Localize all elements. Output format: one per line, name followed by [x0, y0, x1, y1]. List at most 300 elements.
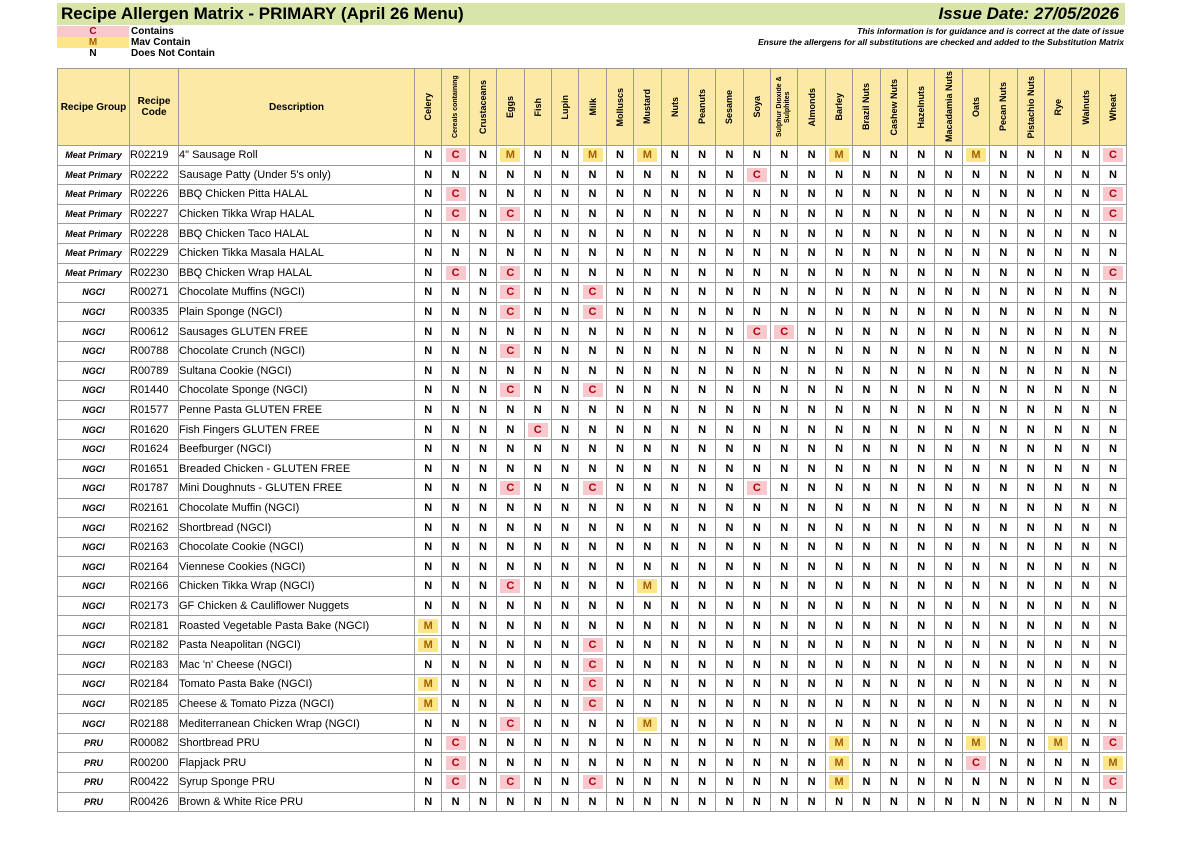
allergen-cell: N: [716, 753, 743, 773]
allergen-cell: N: [1017, 753, 1044, 773]
allergen-cell: N: [579, 439, 606, 459]
allergen-cell: N: [606, 792, 633, 812]
allergen-cell: N: [771, 518, 798, 538]
allergen-cell: N: [551, 439, 578, 459]
allergen-cell: N: [962, 224, 989, 244]
allergen-cell: N: [579, 518, 606, 538]
allergen-cell: N: [825, 655, 852, 675]
allergen-cell: N: [962, 420, 989, 440]
table-row: [58, 635, 1127, 655]
allergen-cell: N: [853, 773, 880, 793]
allergen-cell: N: [688, 146, 715, 166]
allergen-cell: N: [935, 635, 962, 655]
allergen-cell: N: [990, 341, 1017, 361]
allergen-cell: N: [1099, 341, 1126, 361]
allergen-cell: N: [579, 243, 606, 263]
allergen-cell: N: [743, 557, 770, 577]
allergen-cell: N: [880, 518, 907, 538]
allergen-cell: N: [1072, 283, 1099, 303]
recipe-group: PRU: [58, 792, 130, 812]
note-guidance: This information is for guidance and is correct at the date of issue: [857, 26, 1124, 36]
allergen-cell: N: [524, 733, 551, 753]
allergen-cell: N: [716, 459, 743, 479]
allergen-cell: N: [1017, 204, 1044, 224]
allergen-cell: N: [935, 537, 962, 557]
allergen-cell: C: [497, 204, 524, 224]
allergen-cell: N: [798, 439, 825, 459]
allergen-cell: N: [908, 655, 935, 675]
allergen-cell: N: [935, 146, 962, 166]
allergen-cell: N: [497, 753, 524, 773]
allergen-cell: N: [579, 224, 606, 244]
allergen-cell: N: [442, 537, 469, 557]
allergen-cell: N: [497, 165, 524, 185]
table-row: [58, 616, 1127, 636]
allergen-cell: N: [1099, 577, 1126, 597]
allergen-cell: N: [442, 322, 469, 342]
allergen-cell: N: [880, 400, 907, 420]
allergen-cell: N: [442, 616, 469, 636]
allergen-cell: N: [935, 557, 962, 577]
allergen-cell: N: [661, 165, 688, 185]
recipe-group: Meat Primary: [58, 185, 130, 205]
allergen-cell: N: [853, 322, 880, 342]
allergen-cell: N: [962, 361, 989, 381]
note-substitution: Ensure the allergens for all substitutions are checked and added to the Substitution Matrix: [757, 37, 1124, 47]
allergen-label: Peanuts: [697, 89, 708, 125]
allergen-cell: N: [853, 341, 880, 361]
allergen-cell: N: [497, 557, 524, 577]
allergen-cell: N: [442, 165, 469, 185]
allergen-cell: N: [524, 792, 551, 812]
recipe-code: R00612: [130, 322, 179, 342]
allergen-cell: N: [688, 439, 715, 459]
recipe-code: R01624: [130, 439, 179, 459]
allergen-cell: N: [880, 224, 907, 244]
allergen-cell: N: [1072, 733, 1099, 753]
allergen-cell: N: [469, 204, 496, 224]
allergen-cell: N: [634, 302, 661, 322]
recipe-description: Mediterranean Chicken Wrap (NGCI): [179, 714, 415, 734]
allergen-cell: N: [606, 537, 633, 557]
allergen-cell: N: [935, 224, 962, 244]
allergen-cell: N: [661, 400, 688, 420]
allergen-cell: N: [880, 596, 907, 616]
col-header-allergen: [1044, 69, 1071, 146]
allergen-cell: N: [551, 420, 578, 440]
allergen-cell: N: [798, 146, 825, 166]
allergen-cell: N: [1072, 185, 1099, 205]
allergen-cell: N: [497, 616, 524, 636]
allergen-cell: M: [634, 146, 661, 166]
recipe-group: NGCI: [58, 694, 130, 714]
allergen-cell: N: [716, 635, 743, 655]
allergen-cell: N: [1044, 655, 1071, 675]
allergen-cell: N: [415, 596, 442, 616]
allergen-cell: N: [1099, 361, 1126, 381]
allergen-cell: N: [1099, 283, 1126, 303]
allergen-cell: N: [716, 655, 743, 675]
allergen-cell: N: [688, 185, 715, 205]
allergen-cell: N: [716, 518, 743, 538]
allergen-cell: N: [908, 635, 935, 655]
allergen-cell: N: [908, 479, 935, 499]
allergen-cell: N: [1099, 792, 1126, 812]
col-header-allergen: [442, 69, 469, 146]
recipe-code: R02181: [130, 616, 179, 636]
allergen-label: Walnuts: [1080, 89, 1091, 125]
col-header-allergen: [661, 69, 688, 146]
allergen-cell: N: [524, 596, 551, 616]
allergen-cell: N: [743, 361, 770, 381]
allergen-cell: N: [825, 204, 852, 224]
allergen-cell: N: [1044, 146, 1071, 166]
recipe-description: Tomato Pasta Bake (NGCI): [179, 675, 415, 695]
recipe-group: NGCI: [58, 675, 130, 695]
allergen-cell: M: [825, 733, 852, 753]
allergen-cell: N: [469, 361, 496, 381]
allergen-cell: N: [935, 753, 962, 773]
recipe-group: Meat Primary: [58, 204, 130, 224]
allergen-cell: N: [1017, 263, 1044, 283]
col-header-allergen: [798, 69, 825, 146]
allergen-cell: N: [442, 498, 469, 518]
allergen-cell: N: [908, 302, 935, 322]
allergen-cell: N: [469, 518, 496, 538]
allergen-cell: N: [716, 146, 743, 166]
allergen-cell: N: [990, 694, 1017, 714]
allergen-cell: N: [1072, 557, 1099, 577]
allergen-cell: N: [771, 263, 798, 283]
allergen-cell: N: [962, 165, 989, 185]
allergen-cell: N: [415, 518, 442, 538]
allergen-cell: N: [551, 459, 578, 479]
allergen-cell: N: [908, 381, 935, 401]
allergen-cell: N: [825, 518, 852, 538]
allergen-cell: N: [880, 165, 907, 185]
allergen-cell: N: [606, 577, 633, 597]
allergen-cell: M: [415, 675, 442, 695]
allergen-cell: N: [1044, 283, 1071, 303]
allergen-cell: N: [880, 479, 907, 499]
recipe-code: R01440: [130, 381, 179, 401]
allergen-cell: N: [579, 361, 606, 381]
allergen-cell: N: [442, 420, 469, 440]
recipe-group: NGCI: [58, 341, 130, 361]
allergen-cell: N: [469, 577, 496, 597]
allergen-cell: N: [771, 557, 798, 577]
allergen-cell: N: [935, 694, 962, 714]
allergen-cell: N: [880, 302, 907, 322]
table-row: [58, 146, 1127, 166]
allergen-cell: N: [853, 733, 880, 753]
allergen-cell: N: [962, 283, 989, 303]
allergen-cell: N: [1017, 400, 1044, 420]
allergen-cell: C: [579, 479, 606, 499]
allergen-cell: N: [661, 322, 688, 342]
table-row: [58, 224, 1127, 244]
allergen-cell: N: [1072, 479, 1099, 499]
allergen-cell: N: [990, 459, 1017, 479]
allergen-cell: N: [771, 459, 798, 479]
allergen-cell: N: [1072, 263, 1099, 283]
allergen-cell: N: [606, 204, 633, 224]
allergen-cell: N: [1072, 518, 1099, 538]
table-row: [58, 753, 1127, 773]
allergen-cell: N: [415, 243, 442, 263]
allergen-cell: N: [606, 243, 633, 263]
allergen-cell: C: [743, 165, 770, 185]
allergen-cell: N: [688, 675, 715, 695]
allergen-cell: N: [990, 146, 1017, 166]
allergen-cell: N: [1017, 439, 1044, 459]
allergen-cell: N: [990, 714, 1017, 734]
allergen-cell: N: [661, 675, 688, 695]
recipe-code: R02185: [130, 694, 179, 714]
recipe-description: Sausage Patty (Under 5's only): [179, 165, 415, 185]
allergen-cell: N: [935, 459, 962, 479]
allergen-cell: N: [524, 675, 551, 695]
allergen-cell: N: [935, 714, 962, 734]
allergen-cell: N: [743, 400, 770, 420]
allergen-cell: N: [908, 420, 935, 440]
allergen-label: Sesame: [724, 89, 735, 125]
allergen-cell: N: [1017, 675, 1044, 695]
allergen-cell: N: [962, 675, 989, 695]
allergen-cell: N: [935, 655, 962, 675]
allergen-cell: N: [469, 792, 496, 812]
allergen-cell: N: [1044, 714, 1071, 734]
allergen-cell: N: [551, 616, 578, 636]
recipe-description: Syrup Sponge PRU: [179, 773, 415, 793]
recipe-group: Meat Primary: [58, 146, 130, 166]
allergen-matrix: [57, 68, 1127, 812]
recipe-code: R02227: [130, 204, 179, 224]
allergen-cell: N: [1044, 792, 1071, 812]
allergen-cell: N: [1017, 420, 1044, 440]
allergen-cell: N: [469, 381, 496, 401]
allergen-cell: N: [880, 283, 907, 303]
allergen-cell: N: [661, 498, 688, 518]
allergen-cell: N: [469, 263, 496, 283]
allergen-cell: N: [661, 792, 688, 812]
allergen-cell: N: [962, 616, 989, 636]
allergen-cell: N: [771, 616, 798, 636]
allergen-cell: N: [990, 361, 1017, 381]
allergen-cell: N: [908, 577, 935, 597]
allergen-cell: N: [579, 459, 606, 479]
table-row: [58, 263, 1127, 283]
allergen-cell: N: [415, 714, 442, 734]
allergen-cell: N: [935, 381, 962, 401]
allergen-cell: N: [743, 243, 770, 263]
allergen-cell: N: [798, 655, 825, 675]
allergen-cell: N: [469, 243, 496, 263]
allergen-cell: N: [1099, 243, 1126, 263]
allergen-cell: N: [551, 341, 578, 361]
allergen-cell: N: [880, 204, 907, 224]
allergen-cell: N: [497, 518, 524, 538]
recipe-description: Pasta Neapolitan (NGCI): [179, 635, 415, 655]
allergen-cell: N: [1017, 322, 1044, 342]
allergen-cell: N: [551, 773, 578, 793]
recipe-description: Chocolate Crunch (NGCI): [179, 341, 415, 361]
allergen-cell: N: [990, 165, 1017, 185]
allergen-cell: N: [743, 753, 770, 773]
allergen-cell: N: [661, 146, 688, 166]
recipe-group: NGCI: [58, 322, 130, 342]
allergen-cell: N: [634, 498, 661, 518]
allergen-cell: N: [634, 224, 661, 244]
allergen-cell: N: [743, 655, 770, 675]
allergen-cell: N: [469, 675, 496, 695]
table-row: [58, 204, 1127, 224]
allergen-cell: N: [551, 792, 578, 812]
recipe-description: BBQ Chicken Pitta HALAL: [179, 185, 415, 205]
col-header-allergen: [606, 69, 633, 146]
allergen-cell: N: [798, 498, 825, 518]
allergen-cell: N: [497, 400, 524, 420]
allergen-cell: N: [1017, 655, 1044, 675]
table-row: [58, 420, 1127, 440]
allergen-cell: N: [415, 400, 442, 420]
allergen-cell: N: [825, 439, 852, 459]
table-row: [58, 714, 1127, 734]
allergen-cell: N: [1099, 596, 1126, 616]
allergen-cell: N: [962, 263, 989, 283]
allergen-cell: C: [497, 283, 524, 303]
table-row: [58, 439, 1127, 459]
recipe-group: Meat Primary: [58, 165, 130, 185]
allergen-cell: N: [524, 694, 551, 714]
recipe-description: Breaded Chicken - GLUTEN FREE: [179, 459, 415, 479]
allergen-cell: M: [634, 714, 661, 734]
recipe-group: NGCI: [58, 479, 130, 499]
allergen-cell: N: [853, 283, 880, 303]
allergen-cell: N: [661, 694, 688, 714]
allergen-cell: N: [825, 557, 852, 577]
allergen-cell: N: [880, 381, 907, 401]
recipe-group: NGCI: [58, 518, 130, 538]
allergen-cell: N: [415, 204, 442, 224]
allergen-cell: N: [962, 341, 989, 361]
allergen-cell: N: [962, 655, 989, 675]
allergen-cell: N: [606, 733, 633, 753]
allergen-cell: N: [579, 165, 606, 185]
allergen-cell: N: [716, 792, 743, 812]
allergen-cell: N: [442, 283, 469, 303]
table-row: [58, 577, 1127, 597]
allergen-cell: N: [551, 655, 578, 675]
allergen-cell: N: [1072, 635, 1099, 655]
col-header-allergen: [688, 69, 715, 146]
allergen-cell: N: [524, 243, 551, 263]
allergen-cell: M: [415, 694, 442, 714]
allergen-cell: N: [524, 635, 551, 655]
title-bar: [57, 3, 1125, 25]
allergen-cell: N: [634, 537, 661, 557]
allergen-cell: N: [442, 224, 469, 244]
allergen-cell: M: [962, 733, 989, 753]
allergen-cell: N: [634, 459, 661, 479]
allergen-cell: N: [1044, 616, 1071, 636]
allergen-cell: N: [661, 420, 688, 440]
allergen-cell: N: [771, 361, 798, 381]
allergen-cell: N: [524, 146, 551, 166]
allergen-cell: N: [497, 675, 524, 695]
recipe-description: Roasted Vegetable Pasta Bake (NGCI): [179, 616, 415, 636]
allergen-cell: N: [415, 381, 442, 401]
recipe-code: R02229: [130, 243, 179, 263]
allergen-cell: N: [771, 675, 798, 695]
recipe-description: Flapjack PRU: [179, 753, 415, 773]
allergen-cell: N: [908, 341, 935, 361]
allergen-cell: N: [825, 322, 852, 342]
allergen-cell: N: [771, 498, 798, 518]
allergen-cell: N: [825, 694, 852, 714]
allergen-cell: N: [798, 753, 825, 773]
allergen-cell: N: [497, 459, 524, 479]
recipe-group: NGCI: [58, 557, 130, 577]
allergen-cell: N: [634, 616, 661, 636]
allergen-cell: N: [962, 204, 989, 224]
legend: [57, 26, 215, 59]
allergen-label: Macadamia Nuts: [943, 71, 954, 143]
allergen-cell: C: [579, 675, 606, 695]
allergen-cell: N: [1099, 714, 1126, 734]
allergen-cell: N: [990, 616, 1017, 636]
allergen-cell: N: [1017, 341, 1044, 361]
allergen-cell: N: [962, 635, 989, 655]
col-header-allergen: [853, 69, 880, 146]
allergen-cell: N: [825, 381, 852, 401]
col-header-allergen: [880, 69, 907, 146]
allergen-cell: N: [935, 243, 962, 263]
allergen-cell: N: [771, 381, 798, 401]
allergen-cell: N: [606, 302, 633, 322]
allergen-cell: N: [415, 733, 442, 753]
allergen-cell: N: [551, 635, 578, 655]
allergen-cell: N: [1017, 146, 1044, 166]
allergen-cell: N: [1017, 773, 1044, 793]
allergen-cell: C: [497, 302, 524, 322]
allergen-cell: N: [1044, 439, 1071, 459]
allergen-cell: N: [880, 322, 907, 342]
table-row: [58, 322, 1127, 342]
allergen-cell: N: [1072, 381, 1099, 401]
allergen-cell: N: [634, 694, 661, 714]
allergen-cell: N: [880, 146, 907, 166]
allergen-cell: C: [771, 322, 798, 342]
allergen-cell: N: [634, 420, 661, 440]
recipe-description: Chocolate Sponge (NGCI): [179, 381, 415, 401]
allergen-cell: N: [497, 420, 524, 440]
allergen-cell: N: [688, 753, 715, 773]
col-header-allergen: [771, 69, 798, 146]
allergen-cell: N: [579, 714, 606, 734]
allergen-cell: N: [990, 439, 1017, 459]
allergen-cell: N: [551, 243, 578, 263]
allergen-cell: N: [743, 204, 770, 224]
allergen-cell: N: [880, 557, 907, 577]
allergen-cell: N: [1044, 341, 1071, 361]
allergen-cell: N: [688, 459, 715, 479]
allergen-cell: N: [634, 733, 661, 753]
recipe-description: Brown & White Rice PRU: [179, 792, 415, 812]
allergen-cell: N: [771, 694, 798, 714]
allergen-cell: N: [716, 537, 743, 557]
allergen-cell: N: [990, 518, 1017, 538]
